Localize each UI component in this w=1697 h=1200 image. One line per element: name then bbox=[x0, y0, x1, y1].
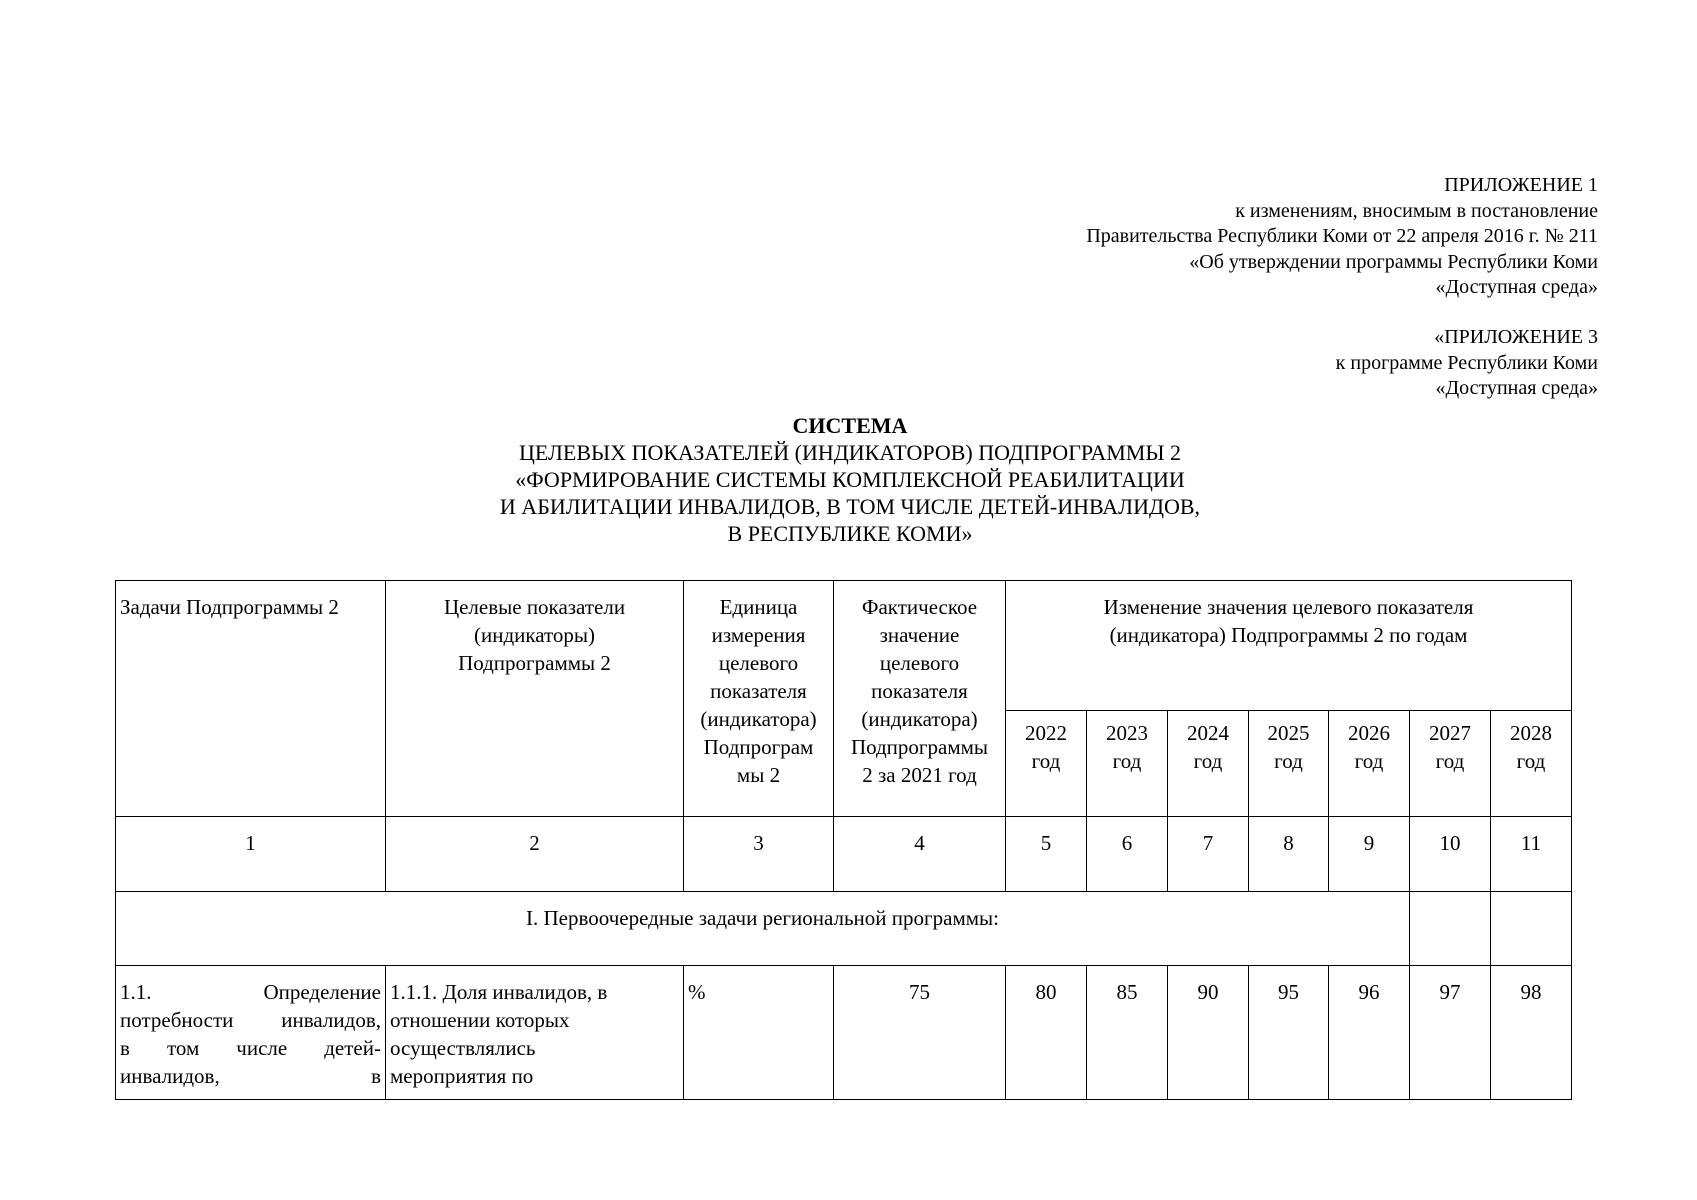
appendix-1-block bbox=[1086, 173, 1598, 301]
header-unit-line: Подпрограм bbox=[703, 735, 814, 759]
header-unit-line: мы 2 bbox=[736, 763, 781, 787]
column-numbers-row bbox=[116, 817, 1572, 892]
task-line: в том числе детей- bbox=[120, 1036, 381, 1060]
section-row bbox=[116, 892, 1572, 966]
indicator-line: 1.1.1. Доля инвалидов, в bbox=[390, 980, 608, 1004]
document-title bbox=[200, 412, 1500, 547]
value-2025-cell: 95 bbox=[1249, 966, 1329, 1100]
value-2026-cell: 96 bbox=[1329, 966, 1410, 1100]
header-unit-line: показателя bbox=[710, 679, 807, 703]
indicator-cell bbox=[386, 966, 684, 1100]
header-unit-line: Единица bbox=[719, 595, 798, 619]
appendix-3-block bbox=[1336, 325, 1598, 402]
header-actual-line: Подпрограммы bbox=[850, 735, 989, 759]
title-line: И АБИЛИТАЦИИ ИНВАЛИДОВ, В ТОМ ЧИСЛЕ ДЕТЕЙ-ИНВАЛИДОВ, bbox=[499, 494, 1201, 519]
value-2027-cell: 97 bbox=[1410, 966, 1491, 1100]
header-year-2028 bbox=[1491, 711, 1572, 817]
header-year-2026 bbox=[1329, 711, 1410, 817]
header-unit-line: целевого bbox=[718, 651, 799, 675]
year-value: 2026 bbox=[1348, 721, 1390, 745]
header-indicators-line: Подпрограммы 2 bbox=[458, 651, 611, 675]
appendix-1-line: к изменениям, вносимым в постановление bbox=[1235, 199, 1598, 222]
header-tasks bbox=[116, 581, 386, 817]
column-number: 6 bbox=[1087, 817, 1168, 892]
column-number: 1 bbox=[116, 817, 386, 892]
indicator-line: осуществлялись bbox=[390, 1036, 536, 1060]
year-value: 2023 bbox=[1106, 721, 1148, 745]
indicator-line: мероприятия по bbox=[390, 1064, 534, 1088]
value-2024-cell: 90 bbox=[1168, 966, 1249, 1100]
header-years-group-line: Изменение значения целевого показателя bbox=[1103, 595, 1474, 619]
appendix-3-line: «Доступная среда» bbox=[1435, 377, 1598, 400]
header-actual-line: показателя bbox=[871, 679, 968, 703]
indicator-line: отношении которых bbox=[390, 1008, 570, 1032]
year-unit: год bbox=[1193, 749, 1223, 773]
task-line: 1.1. Определение bbox=[120, 980, 381, 1004]
column-number: 9 bbox=[1329, 817, 1410, 892]
column-number: 10 bbox=[1410, 817, 1491, 892]
header-actual-line: Фактическое bbox=[861, 595, 978, 619]
year-value: 2022 bbox=[1025, 721, 1067, 745]
title-line: ЦЕЛЕВЫХ ПОКАЗАТЕЛЕЙ (ИНДИКАТОРОВ) ПОДПРОГРАММЫ 2 bbox=[518, 440, 1182, 465]
indicators-table bbox=[115, 580, 1572, 1100]
appendix-3-line: «ПРИЛОЖЕНИЕ 3 bbox=[1434, 326, 1598, 348]
header-unit bbox=[684, 581, 834, 817]
title-line: В РЕСПУБЛИКЕ КОМИ» bbox=[727, 521, 973, 546]
appendix-1-line: Правительства Республики Коми от 22 апреля 2016 г. № 211 bbox=[1086, 225, 1598, 248]
empty-cell bbox=[1491, 892, 1572, 966]
header-unit-line: измерения bbox=[711, 623, 806, 647]
header-row bbox=[116, 581, 1572, 711]
table-row bbox=[116, 966, 1572, 1100]
header-year-2024 bbox=[1168, 711, 1249, 817]
year-unit: год bbox=[1516, 749, 1546, 773]
value-2023-cell: 85 bbox=[1087, 966, 1168, 1100]
header-year-2025 bbox=[1249, 711, 1329, 817]
year-value: 2025 bbox=[1267, 721, 1310, 745]
column-number: 4 bbox=[834, 817, 1006, 892]
title-heading: СИСТЕМА bbox=[792, 413, 908, 438]
section-title: I. Первоочередные задачи региональной программы: bbox=[116, 892, 1410, 966]
header-actual-2021 bbox=[834, 581, 1006, 817]
year-unit: год bbox=[1435, 749, 1465, 773]
actual-2021-cell: 75 bbox=[834, 966, 1006, 1100]
year-unit: год bbox=[1354, 749, 1384, 773]
year-value: 2028 bbox=[1510, 721, 1553, 745]
value-2022-cell: 80 bbox=[1006, 966, 1087, 1100]
header-actual-line: целевого bbox=[879, 651, 960, 675]
header-indicators bbox=[386, 581, 684, 817]
header-actual-line: (индикатора) bbox=[861, 707, 978, 731]
header-indicators-line: (индикаторы) bbox=[473, 623, 596, 647]
task-line: инвалидов, в bbox=[120, 1064, 381, 1088]
task-cell bbox=[116, 966, 386, 1100]
column-number: 5 bbox=[1006, 817, 1087, 892]
column-number: 2 bbox=[386, 817, 684, 892]
value-2028-cell: 98 bbox=[1491, 966, 1572, 1100]
empty-cell bbox=[1410, 892, 1491, 966]
header-actual-line: значение bbox=[879, 623, 960, 647]
column-number: 8 bbox=[1249, 817, 1329, 892]
year-unit: год bbox=[1112, 749, 1142, 773]
column-number: 7 bbox=[1168, 817, 1249, 892]
header-years-group-line: (индикатора) Подпрограммы 2 по годам bbox=[1109, 623, 1468, 647]
title-line: «ФОРМИРОВАНИЕ СИСТЕМЫ КОМПЛЕКСНОЙ РЕАБИЛИТАЦИИ bbox=[515, 467, 1185, 492]
header-year-2023 bbox=[1087, 711, 1168, 817]
header-indicators-line: Целевые показатели bbox=[443, 595, 626, 619]
header-year-2022 bbox=[1006, 711, 1087, 817]
appendix-1-line: ПРИЛОЖЕНИЕ 1 bbox=[1444, 174, 1598, 196]
column-number: 3 bbox=[684, 817, 834, 892]
unit-cell: % bbox=[684, 966, 834, 1100]
header-year-2027 bbox=[1410, 711, 1491, 817]
header-unit-line: (индикатора) bbox=[700, 707, 817, 731]
year-unit: год bbox=[1031, 749, 1061, 773]
year-value: 2027 bbox=[1429, 721, 1471, 745]
year-unit: год bbox=[1274, 749, 1303, 773]
header-years-group bbox=[1006, 581, 1572, 711]
appendix-3-line: к программе Республики Коми bbox=[1335, 351, 1598, 374]
column-number: 11 bbox=[1491, 817, 1572, 892]
task-line: потребности инвалидов, bbox=[120, 1008, 381, 1032]
header-actual-line: 2 за 2021 год bbox=[862, 763, 977, 787]
year-value: 2024 bbox=[1187, 721, 1229, 745]
appendix-1-line: «Об утверждении программы Республики Коми bbox=[1189, 250, 1598, 273]
appendix-1-line: «Доступная среда» bbox=[1435, 276, 1598, 299]
header-tasks-text: Задачи Подпрограммы 2 bbox=[120, 595, 339, 619]
